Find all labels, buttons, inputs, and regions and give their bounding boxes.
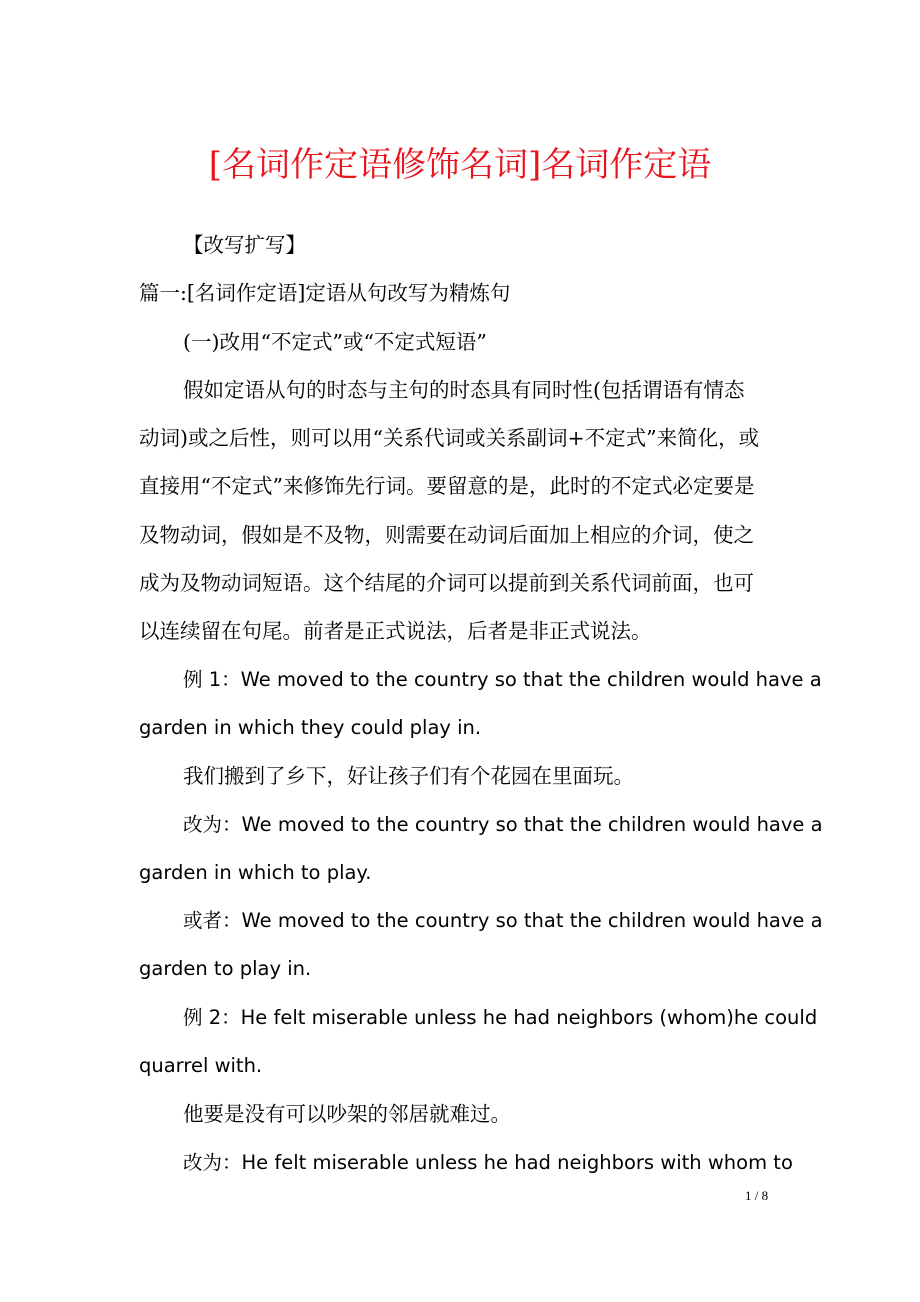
text-line: 假如定语从句的时态与主句的时态具有同时性(包括谓语有情态	[183, 377, 745, 402]
text-line: 【改写扩写】	[183, 233, 306, 257]
text-line: 他要是没有可以吵架的邻居就难过。	[183, 1102, 511, 1127]
document-title: [名词作定语修饰名词]名词作定语	[208, 145, 712, 185]
text-line: garden in which to play.	[139, 860, 372, 884]
text-line: 动词)或之后性，则可以用“关系代词或关系副词+不定式”来简化，或	[139, 426, 760, 451]
text-line: 篇一:[名词作定语]定语从句改写为精炼句	[139, 281, 511, 306]
text-line: 成为及物动词短语。这个结尾的介词可以提前到关系代词前面，也可	[139, 571, 754, 596]
text-line: 以连续留在句尾。前者是正式说法，后者是非正式说法。	[139, 619, 652, 644]
text-line: 改为：He felt miserable unless he had neighbors with whom to	[183, 1150, 793, 1174]
text-line: garden in which they could play in.	[139, 715, 482, 739]
text-line: (一)改用“不定式”或“不定式短语”	[183, 329, 487, 354]
page-number: 1 / 8	[745, 1188, 769, 1203]
document-body	[139, 221, 823, 1187]
text-line: 我们搬到了乡下，好让孩子们有个花园在里面玩。	[183, 764, 634, 789]
text-line: 及物动词，假如是不及物，则需要在动词后面加上相应的介词，使之	[139, 522, 754, 547]
text-line: quarrel with.	[139, 1054, 263, 1078]
text-line: 例 1：We moved to the country so that the children would have a	[183, 667, 822, 691]
text-line: 改为：We moved to the country so that the children would have a	[183, 812, 823, 836]
text-line: garden to play in.	[139, 957, 312, 981]
text-line: 例 2：He felt miserable unless he had neighbors (whom)he could	[183, 1005, 818, 1029]
text-line: 或者：We moved to the country so that the children would have a	[183, 909, 823, 933]
text-line: 直接用“不定式”来修饰先行词。要留意的是，此时的不定式必定要是	[139, 474, 755, 499]
